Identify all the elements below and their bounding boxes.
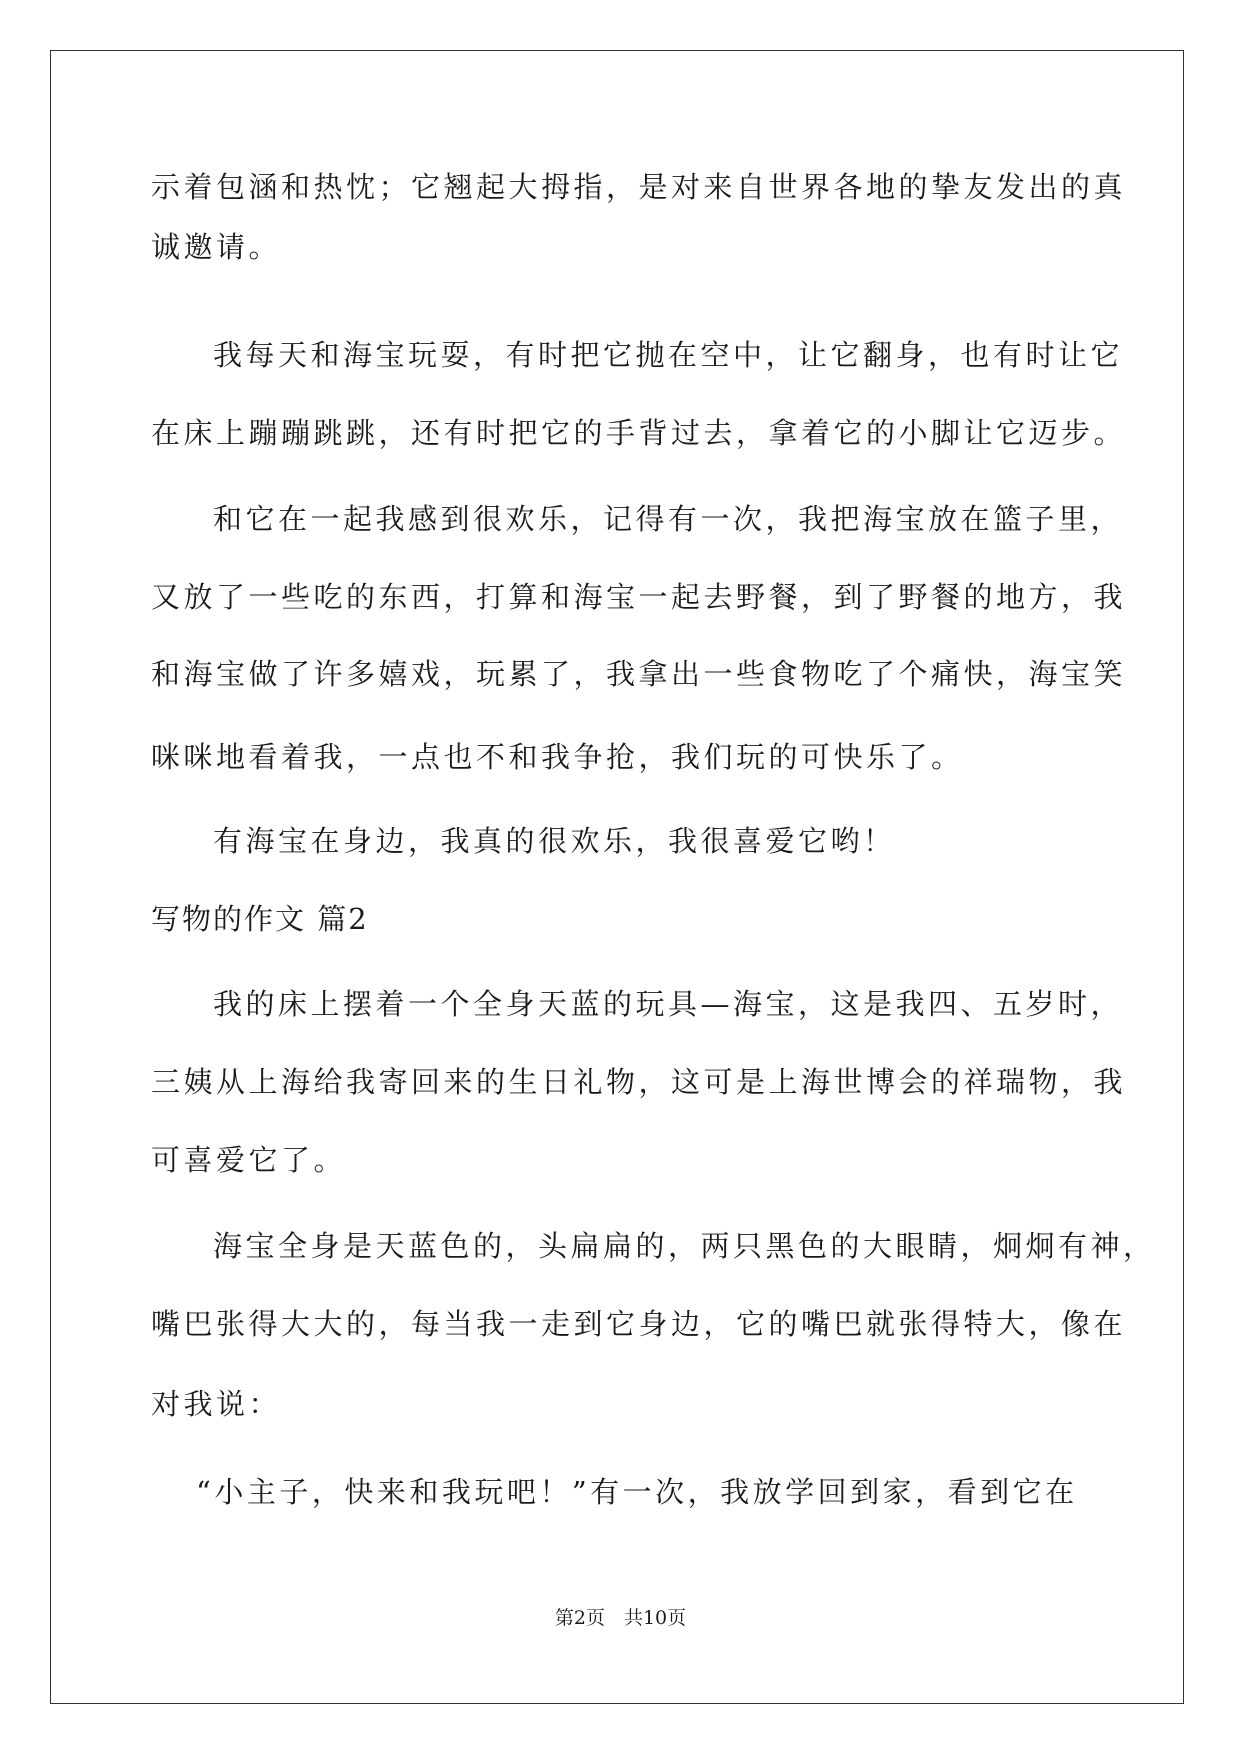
text-line-13: 海宝全身是天蓝色的，头扁扁的，两只黑色的大眼睛，炯炯有神，	[213, 1229, 1156, 1263]
text-line-2: 诚邀请。	[151, 230, 282, 264]
page-border	[50, 50, 1184, 1704]
text-line-1: 示着包涵和热忱；它翘起大拇指，是对来自世界各地的挚友发出的真	[151, 170, 1127, 204]
text-line-15: 对我说：	[151, 1387, 282, 1421]
section-heading: 写物的作文 篇2	[151, 902, 369, 936]
text-line-14: 嘴巴张得大大的，每当我一走到它身边，它的嘴巴就张得特大，像在	[151, 1307, 1127, 1341]
text-line-5: 和它在一起我感到很欢乐，记得有一次，我把海宝放在篮子里，	[213, 502, 1124, 536]
text-line-11: 三姨从上海给我寄回来的生日礼物，这可是上海世博会的祥瑞物，我	[151, 1065, 1127, 1099]
text-line-12: 可喜爱它了。	[151, 1143, 347, 1177]
text-line-6: 又放了一些吃的东西，打算和海宝一起去野餐，到了野餐的地方，我	[151, 580, 1127, 614]
text-line-8: 咪咪地看着我，一点也不和我争抢，我们玩的可快乐了。	[151, 740, 964, 774]
text-line-3: 我每天和海宝玩耍，有时把它抛在空中，让它翻身，也有时让它	[213, 338, 1124, 372]
text-line-9: 有海宝在身边，我真的很欢乐，我很喜爱它哟！	[213, 824, 896, 858]
text-line-4: 在床上蹦蹦跳跳，还有时把它的手背过去，拿着它的小脚让它迈步。	[151, 416, 1127, 450]
text-line-10: 我的床上摆着一个全身天蓝的玩具—海宝，这是我四、五岁时，	[213, 987, 1124, 1021]
text-line-7: 和海宝做了许多嬉戏，玩累了，我拿出一些食物吃了个痛快，海宝笑	[151, 657, 1127, 691]
page-number-footer: 第2页 共10页	[554, 1607, 687, 1629]
text-line-16: “小主子，快来和我玩吧！”有一次，我放学回到家，看到它在	[196, 1475, 1078, 1509]
